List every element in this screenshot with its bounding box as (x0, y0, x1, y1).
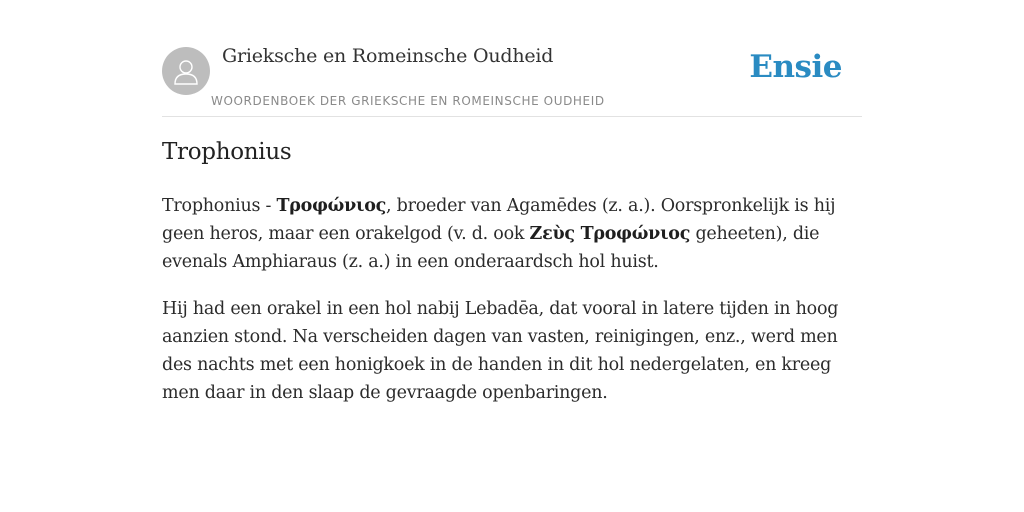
greek-term: Τροφώνιος (276, 196, 387, 216)
source-subtitle: WOORDENBOEK DER GRIEKSCHE EN ROMEINSCHE OUDHEID (211, 94, 605, 108)
source-title[interactable]: Grieksche en Romeinsche Oudheid (222, 45, 554, 67)
avatar[interactable] (162, 47, 210, 95)
paragraph-text: Trophonius - (162, 196, 277, 216)
paragraph-text: , broeder van Agamēdes (z. a.). Oorspronkelijk is hij geen heros, maar een orakelgod (v. d. ook (162, 196, 836, 244)
paragraph-text: geheeten), die evenals Amphiaraus (z. a.) in een onderaardsch hol huist. (162, 224, 820, 272)
entry-title: Trophonius (162, 139, 292, 165)
user-icon (162, 47, 210, 95)
greek-term: Ζεὺς Τροφώνιος (529, 224, 691, 244)
entry-body (162, 192, 862, 426)
entry-paragraph: Hij had een orakel in een hol nabij Lebadēa, dat vooral in latere tijden in hoog aanzien stond. Na verscheiden dagen van vasten, reinigingen, enz., werd men des nachts met een honigkoek in de handen in dit hol nedergelaten, en kreeg men daar in den slaap de gevraagde openbaringen. (162, 299, 839, 403)
source-header (162, 44, 862, 117)
entry-paragraph (162, 192, 862, 276)
brand-logo[interactable]: Ensie (749, 49, 842, 85)
